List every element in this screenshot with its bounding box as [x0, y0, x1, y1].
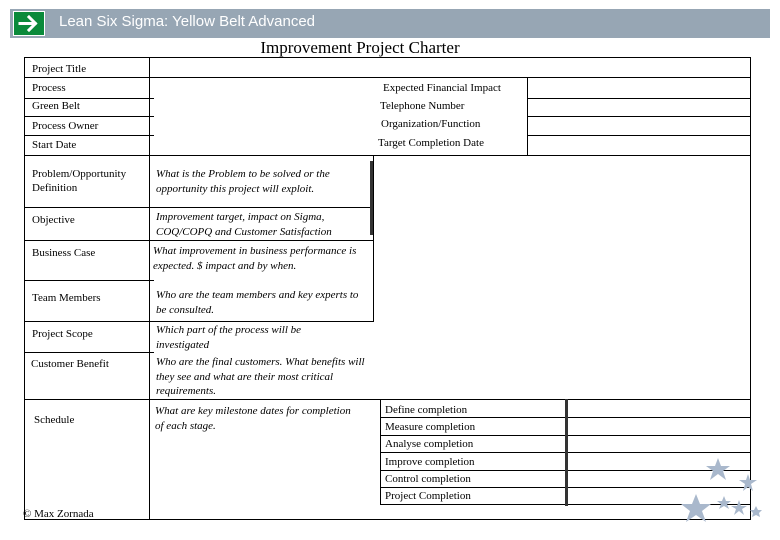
- field-project-title: Project Title: [32, 63, 87, 75]
- column-divider: [527, 77, 528, 155]
- divider: [24, 135, 154, 136]
- section-prompt-team-members: Who are the team members and key experts to be consulted.: [156, 289, 359, 316]
- field-telephone-number: Telephone Number: [380, 100, 465, 112]
- divider: [24, 207, 374, 208]
- field-green-belt: Green Belt: [32, 100, 80, 112]
- section-prompt-objective: Improvement target, impact on Sigma, COQ/COPQ and Customer Satisfaction: [156, 211, 332, 238]
- divider: [527, 135, 751, 136]
- logo: [13, 11, 45, 36]
- section-prompt-project-scope: Which part of the process will be investigated: [156, 324, 302, 351]
- divider: [527, 116, 751, 117]
- stars-icon: [676, 458, 766, 530]
- column-divider: [565, 399, 568, 506]
- field-target-completion-date: Target Completion Date: [378, 137, 484, 149]
- divider: [24, 321, 374, 322]
- section-label-business-case: Business Case: [32, 247, 96, 259]
- column-divider: [380, 399, 381, 504]
- section-label-problem: Problem/Opportunity Definition: [32, 168, 127, 194]
- divider: [24, 240, 374, 241]
- divider: [24, 116, 154, 117]
- banner-title: Lean Six Sigma: Yellow Belt Advanced: [59, 13, 316, 30]
- column-divider: [149, 57, 150, 520]
- page-title: Improvement Project Charter: [260, 38, 460, 57]
- divider: [527, 98, 751, 99]
- section-label-project-scope: Project Scope: [32, 328, 93, 340]
- milestone-analyse: Analyse completion: [385, 438, 474, 450]
- field-process-owner: Process Owner: [32, 120, 99, 132]
- section-label-team-members: Team Members: [32, 292, 101, 304]
- copyright-credit: © Max Zornada: [23, 508, 94, 520]
- divider: [24, 399, 751, 400]
- milestone-measure: Measure completion: [385, 421, 476, 433]
- section-prompt-problem: What is the Problem to be solved or the opportunity this project will exploit.: [156, 168, 330, 195]
- section-label-customer-benefit: Customer Benefit: [31, 358, 109, 370]
- field-organization-function: Organization/Function: [381, 118, 481, 130]
- field-process: Process: [32, 82, 66, 94]
- divider: [24, 155, 751, 156]
- milestone-control: Control completion: [385, 473, 471, 485]
- milestone-define: Define completion: [385, 404, 468, 416]
- section-label-schedule: Schedule: [34, 414, 75, 426]
- arrow-right-icon: [14, 12, 44, 35]
- field-expected-financial-impact: Expected Financial Impact: [383, 82, 501, 94]
- milestone-project: Project Completion: [385, 490, 471, 502]
- divider: [24, 352, 154, 353]
- divider: [24, 280, 154, 281]
- section-prompt-schedule: What are key milestone dates for completion of each stage.: [155, 405, 351, 432]
- milestone-improve: Improve completion: [385, 456, 475, 468]
- section-prompt-customer-benefit: Who are the final customers. What benefits will they see and what are their most critical requirements.: [156, 356, 365, 397]
- section-label-objective: Objective: [32, 214, 75, 226]
- divider: [24, 77, 751, 78]
- section-prompt-business-case: What improvement in business performance is expected. $ impact and by when.: [153, 245, 357, 272]
- field-start-date: Start Date: [32, 139, 77, 151]
- column-divider: [373, 155, 374, 321]
